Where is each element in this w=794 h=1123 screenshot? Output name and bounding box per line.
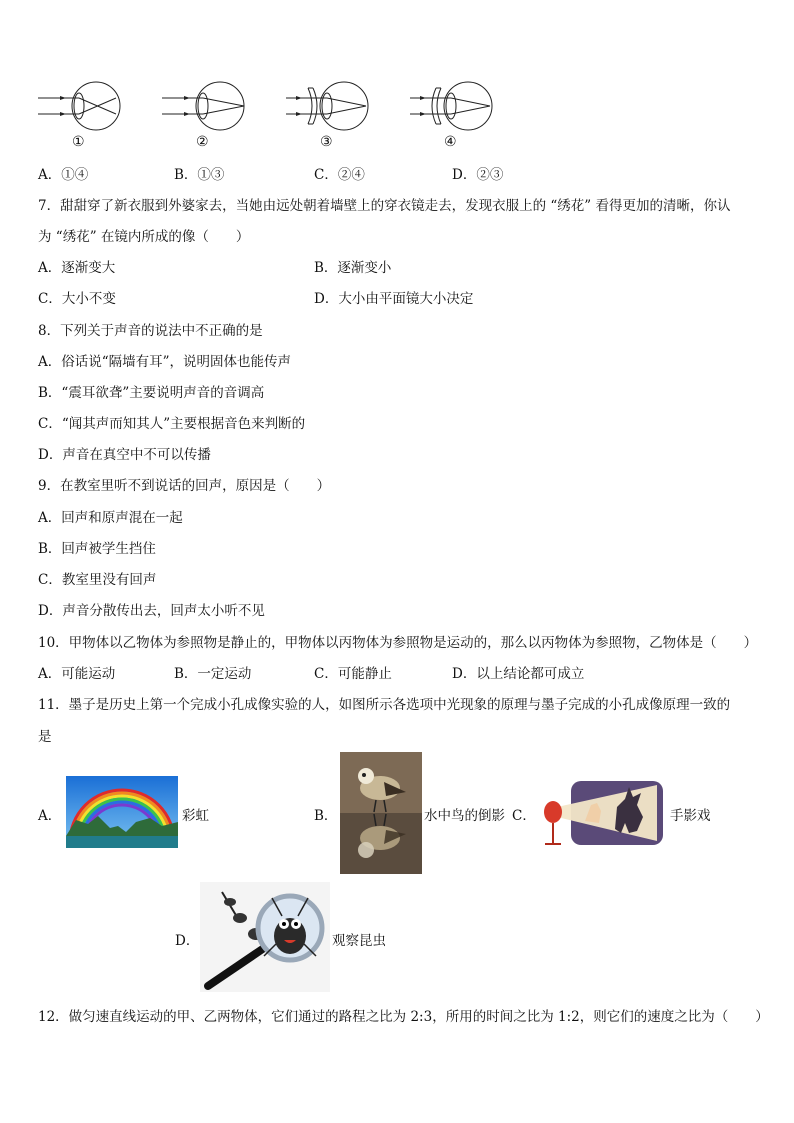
q11-option-d-letter[interactable]: D． [175,933,200,949]
q6-option-c[interactable]: C．②④ [314,167,365,183]
q6-option-b[interactable]: B．①③ [174,167,225,183]
hand-shadow-image[interactable] [537,777,665,849]
rainbow-image[interactable] [66,776,178,848]
q6-option-a[interactable]: A．①④ [38,167,89,183]
q8-option-c[interactable]: C．“闻其声而知其人”主要根据音色来判断的 [38,416,306,432]
q11-stem-line1: 11．墨子是历史上第一个完成小孔成像实验的人，如图所示各选项中光现象的原理与墨子完成的小孔成像原理一致的 [38,697,731,713]
q10-option-c[interactable]: C．可能静止 [314,666,392,682]
q7-option-c[interactable]: C．大小不变 [38,291,116,307]
q9-option-c[interactable]: C．教室里没有回声 [38,572,157,588]
q11-option-a-letter[interactable]: A． [38,808,62,824]
q7-stem-line2: 为 “绣花” 在镜内所成的像（ ） [38,229,250,245]
q8-option-a[interactable]: A．俗话说“隔墙有耳”，说明固体也能传声 [38,354,292,370]
q8-stem: 8．下列关于声音的说法中不正确的是 [38,323,263,339]
q7-option-a[interactable]: A．逐渐变大 [38,260,116,276]
eye-label-2: ② [196,134,209,150]
eye-diagram-2 [160,78,252,138]
q11-option-d-caption: 观察昆虫 [332,933,386,949]
eye-diagram-4 [408,78,500,138]
eye-label-3: ③ [320,134,333,150]
q11-option-c-letter[interactable]: C． [512,808,536,824]
q7-stem-line1: 7．甜甜穿了新衣服到外婆家去，当她由远处朝着墙壁上的穿衣镜走去，发现衣服上的 “绣花” 看得更加的清晰，你认 [38,198,731,214]
q7-option-d[interactable]: D．大小由平面镜大小决定 [314,291,474,307]
q9-option-b[interactable]: B．回声被学生挡住 [38,541,156,557]
q10-option-b[interactable]: B．一定运动 [174,666,252,682]
q8-option-d[interactable]: D．声音在真空中不可以传播 [38,447,211,463]
eye-label-1: ① [72,134,85,150]
q11-option-b-letter[interactable]: B． [314,808,338,824]
q10-stem: 10．甲物体以乙物体为参照物是静止的，甲物体以丙物体为参照物是运动的，那么以丙物体为参照物，乙物体是（ ） [38,635,758,651]
q11-stem-line2: 是 [38,729,52,745]
q6-option-d[interactable]: D．②③ [452,167,504,183]
eye-diagram-3 [284,78,376,138]
q10-option-a[interactable]: A．可能运动 [38,666,116,682]
q9-option-d[interactable]: D．声音分散传出去，回声太小听不见 [38,603,265,619]
q8-option-b[interactable]: B．“震耳欲聋”主要说明声音的音调高 [38,385,265,401]
q10-option-d[interactable]: D．以上结论都可成立 [452,666,585,682]
q9-stem: 9．在教室里听不到说话的回声，原因是（ ） [38,478,331,494]
bird-reflection-image[interactable] [340,752,422,874]
q7-option-b[interactable]: B．逐渐变小 [314,260,392,276]
q12-stem: 12．做匀速直线运动的甲、乙两物体，它们通过的路程之比为 2:3，所用的时间之比为 1:2，则它们的速度之比为（ ） [38,1009,769,1025]
q9-option-a[interactable]: A．回声和原声混在一起 [38,510,183,526]
eye-diagram-1 [36,78,128,138]
eye-label-4: ④ [444,134,457,150]
magnifier-insect-image[interactable] [200,882,330,992]
q11-option-b-caption: 水中鸟的倒影 [424,808,505,824]
q11-option-c-caption: 手影戏 [670,808,711,824]
q11-option-a-caption: 彩虹 [182,808,209,824]
